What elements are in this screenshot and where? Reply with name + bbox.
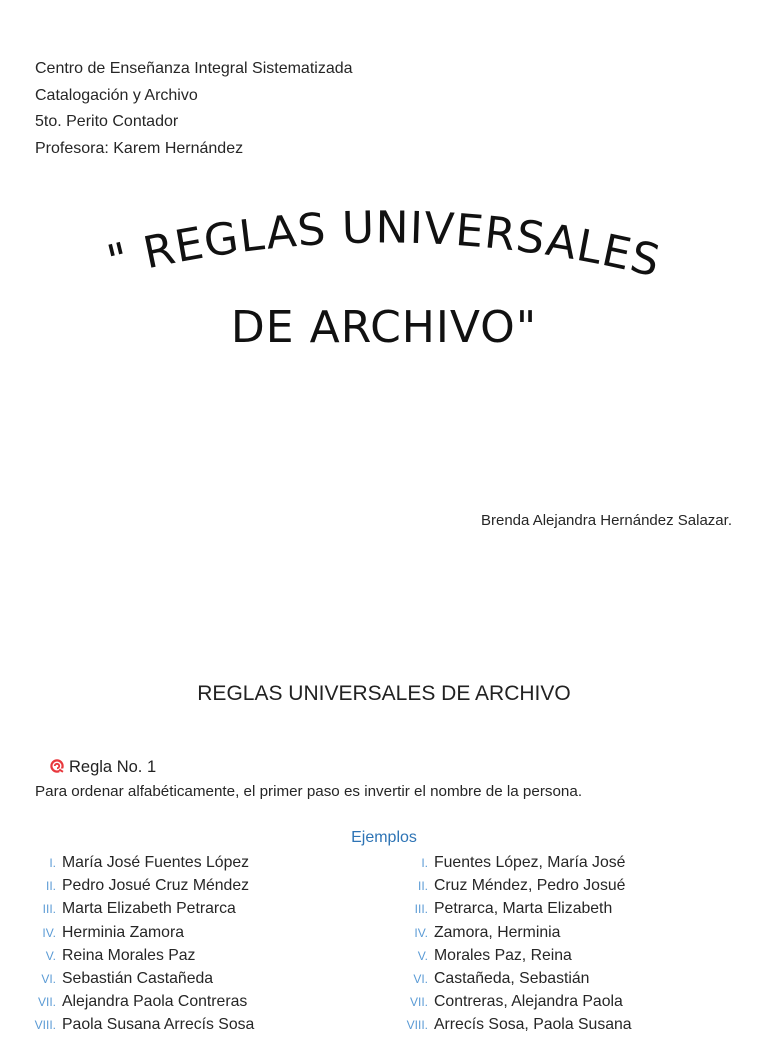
list-numeral: IV. xyxy=(42,925,56,940)
list-item-text: Sebastián Castañeda xyxy=(62,969,214,987)
list-item-text: María José Fuentes López xyxy=(62,854,250,871)
list-item-text: Paola Susana Arrecís Sosa xyxy=(62,1016,255,1034)
original-names-list xyxy=(24,851,254,1037)
list-item xyxy=(24,921,254,944)
list-item-text: Marta Elizabeth Petrarca xyxy=(62,900,236,918)
list-item xyxy=(396,897,632,920)
rule-heading-label: Regla No. 1 xyxy=(69,758,157,776)
list-item xyxy=(396,1013,632,1036)
rule-heading xyxy=(50,758,156,777)
list-numeral: VI. xyxy=(413,971,428,986)
grade-level: 5to. Perito Contador xyxy=(35,113,179,131)
list-numeral: IV. xyxy=(414,925,428,940)
list-item xyxy=(396,921,632,944)
list-numeral: VI. xyxy=(41,971,56,986)
list-numeral: III. xyxy=(42,902,56,917)
list-numeral: I. xyxy=(49,856,56,870)
list-item xyxy=(396,967,632,990)
list-item xyxy=(396,874,632,897)
cover-title xyxy=(0,200,768,380)
list-item-text: Fuentes López, María José xyxy=(434,854,626,871)
list-item-text: Castañeda, Sebastián xyxy=(434,969,590,987)
list-item-text: Petrarca, Marta Elizabeth xyxy=(434,900,613,918)
list-numeral: VIII. xyxy=(34,1018,56,1033)
list-item-text: Contreras, Alejandra Paola xyxy=(434,993,623,1011)
list-item xyxy=(396,990,632,1013)
course-name: Catalogación y Archivo xyxy=(35,86,198,104)
list-item xyxy=(24,944,254,967)
list-item-text: Morales Paz, Reina xyxy=(434,946,572,964)
list-numeral: VII. xyxy=(409,995,428,1010)
list-item xyxy=(24,851,254,874)
list-item-text: Alejandra Paola Contreras xyxy=(62,993,248,1011)
list-numeral: VII. xyxy=(37,995,56,1010)
list-item xyxy=(24,1013,254,1036)
list-item xyxy=(24,874,254,897)
list-numeral: V. xyxy=(45,948,56,963)
document-header xyxy=(35,56,353,163)
spiral-bullet-icon xyxy=(50,759,64,773)
author-name: Brenda Alejandra Hernández Salazar. xyxy=(480,512,732,529)
school-name: Centro de Enseñanza Integral Sistematizada xyxy=(35,60,353,77)
list-numeral: II. xyxy=(45,879,56,894)
list-numeral: III. xyxy=(414,902,428,917)
cover-title-line2: DE ARCHIVO" xyxy=(230,302,538,353)
list-item xyxy=(24,967,254,990)
list-item xyxy=(396,851,632,874)
list-item-text: Arrecís Sosa, Paola Susana xyxy=(434,1016,632,1034)
section-title: REGLAS UNIVERSALES DE ARCHIVO xyxy=(197,682,571,705)
list-item-text: Herminia Zamora xyxy=(62,923,185,941)
list-item xyxy=(396,944,632,967)
list-item xyxy=(24,897,254,920)
examples-title: Ejemplos xyxy=(351,829,417,846)
list-item-text: Pedro Josué Cruz Méndez xyxy=(62,877,250,895)
list-item xyxy=(24,990,254,1013)
list-item-text: Reina Morales Paz xyxy=(62,946,196,964)
inverted-names-list xyxy=(396,851,632,1037)
cover-title-line1: " REGLAS UNIVERSALES xyxy=(102,202,666,288)
teacher-name: Profesora: Karem Hernández xyxy=(35,140,244,158)
list-item-text: Cruz Méndez, Pedro Josué xyxy=(434,877,626,895)
list-item-text: Zamora, Herminia xyxy=(434,923,561,941)
rule-description: Para ordenar alfabéticamente, el primer paso es invertir el nombre de la persona. xyxy=(35,783,583,800)
list-numeral: II. xyxy=(417,879,428,894)
list-numeral: V. xyxy=(417,948,428,963)
list-numeral: I. xyxy=(421,856,428,870)
list-numeral: VIII. xyxy=(406,1018,428,1033)
